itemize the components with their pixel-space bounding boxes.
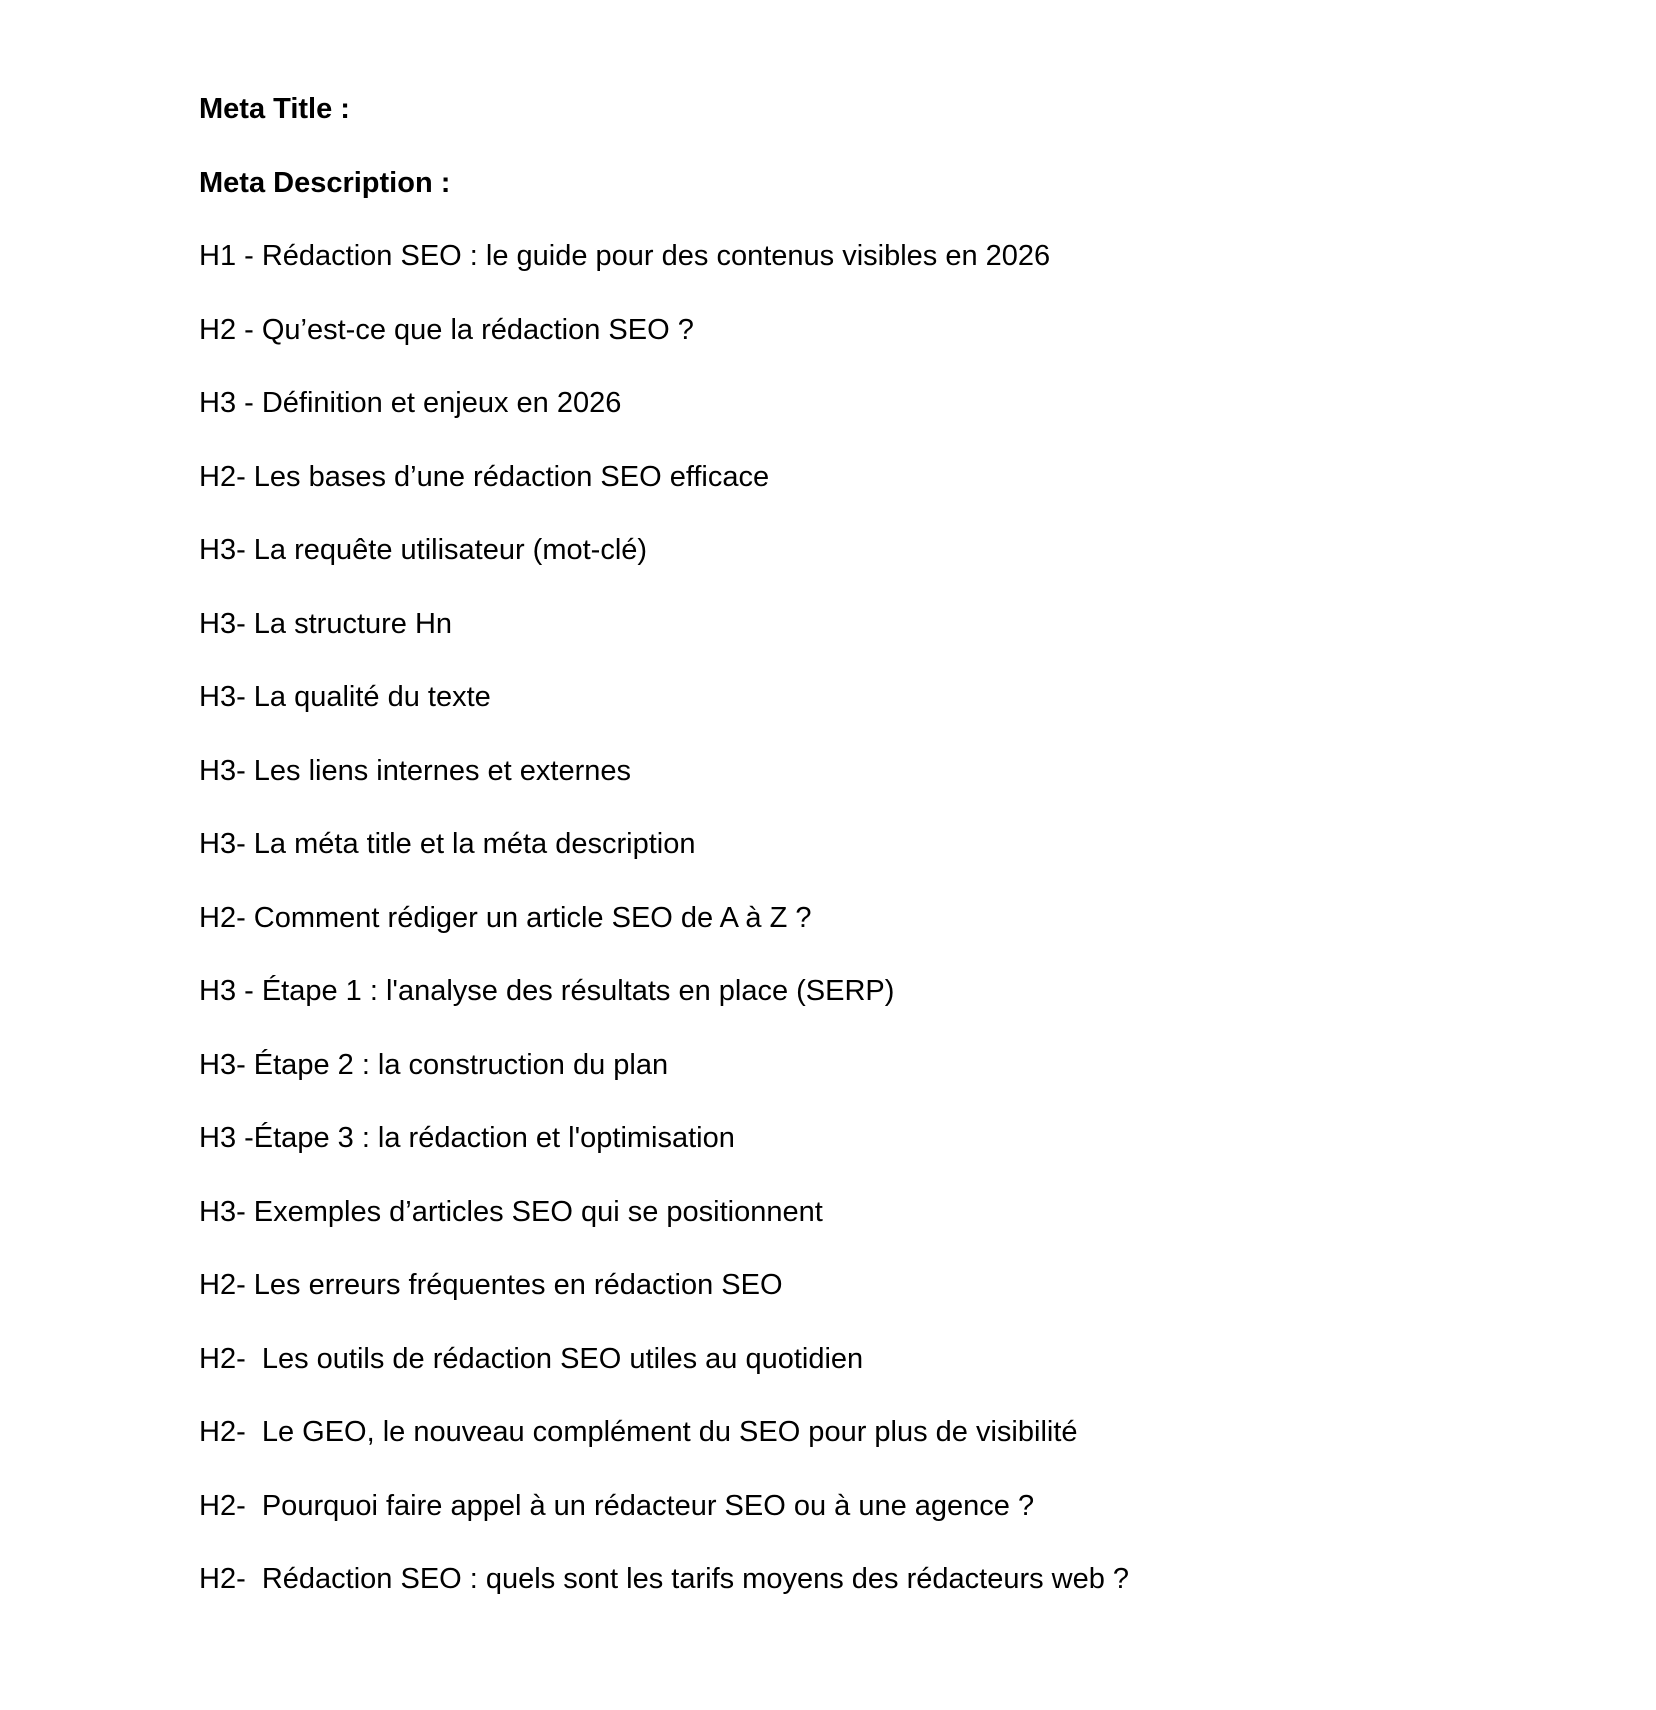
outline-item: H3- La structure Hn [199, 607, 453, 640]
outline-item: H3- Les liens internes et externes [199, 754, 631, 787]
outline-item: H3- La qualité du texte [199, 681, 491, 713]
document-body [199, 91, 1499, 1635]
meta-title-label: Meta Title : [199, 93, 350, 125]
outline-item: H2- Les outils de rédaction SEO utiles au quotidien [199, 1342, 864, 1375]
outline-item: H3 - Étape 1 : l'analyse des résultats en place (SERP) [199, 975, 895, 1007]
outline-item: H2- Rédaction SEO : quels sont les tarifs moyens des rédacteurs web ? [199, 1563, 1130, 1595]
outline-item: H2- Le GEO, le nouveau complément du SEO pour plus de visibilité [199, 1416, 1078, 1448]
outline-item: H3 -Étape 3 : la rédaction et l'optimisation [199, 1122, 735, 1154]
outline-h1: H1 - Rédaction SEO : le guide pour des contenus visibles en 2026 [199, 240, 1051, 272]
outline-item: H3 - Définition et enjeux en 2026 [199, 387, 622, 419]
outline-item: H3- Exemples d’articles SEO qui se positionnent [199, 1195, 823, 1228]
outline-item: H2- Les erreurs fréquentes en rédaction SEO [199, 1269, 783, 1301]
outline-item: H3- La requête utilisateur (mot-clé) [199, 534, 648, 566]
meta-description-label: Meta Description : [199, 166, 451, 199]
outline-item: H3- La méta title et la méta description [199, 828, 696, 860]
outline-item: H3- Étape 2 : la construction du plan [199, 1048, 669, 1081]
outline-item: H2- Les bases d’une rédaction SEO efficace [199, 460, 770, 493]
outline-item: H2- Comment rédiger un article SEO de A à Z ? [199, 901, 812, 934]
outline-item: H2- Pourquoi faire appel à un rédacteur SEO ou à une agence ? [199, 1489, 1035, 1522]
outline-item: H2 - Qu’est-ce que la rédaction SEO ? [199, 313, 694, 346]
